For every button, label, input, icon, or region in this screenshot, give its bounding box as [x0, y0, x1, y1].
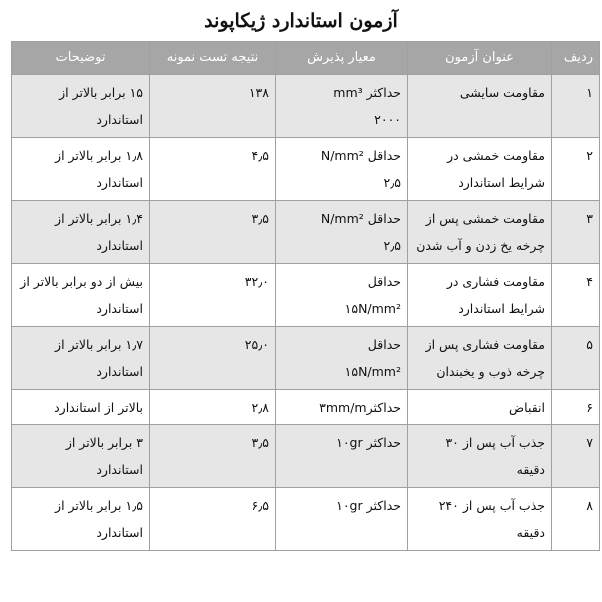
- cell-test-title: مقاومت فشاری پس از چرخه ذوب و یخبندان: [408, 327, 552, 390]
- cell-test-title: جذب آب پس از ۳۰ دقیقه: [408, 425, 552, 488]
- cell-acceptance-criteria: [276, 488, 408, 551]
- cell-sample-result: ۲٫۸: [150, 390, 276, 425]
- cell-row-number: ۷: [552, 425, 600, 488]
- cell-acceptance-criteria: [276, 264, 408, 327]
- cell-test-title: جذب آب پس از ۲۴۰ دقیقه: [408, 488, 552, 551]
- criteria-line-1: حداکثر mm³: [333, 85, 401, 100]
- table-row: [12, 390, 600, 425]
- cell-test-title: مقاومت خمشی در شرایط استاندارد: [408, 138, 552, 201]
- criteria-line-1: حداقل: [367, 274, 401, 289]
- table-row: [12, 425, 600, 488]
- cell-notes: ۱٫۵ برابر بالاتر از استاندارد: [12, 488, 150, 551]
- cell-sample-result: ۲۵٫۰: [150, 327, 276, 390]
- criteria-line-1: حداکثر ۱۰gr: [336, 435, 401, 450]
- header-acceptance-criteria: معیار پذیرش: [276, 42, 408, 75]
- cell-notes: ۱٫۴ برابر بالاتر از استاندارد: [12, 201, 150, 264]
- cell-acceptance-criteria: [276, 425, 408, 488]
- table-row: [12, 201, 600, 264]
- page-title: آزمون استاندارد ژیکاپوند: [204, 10, 398, 32]
- cell-test-title: مقاومت فشاری در شرایط استاندارد: [408, 264, 552, 327]
- cell-row-number: ۶: [552, 390, 600, 425]
- cell-test-title: انقباض: [408, 390, 552, 425]
- cell-sample-result: ۳٫۵: [150, 201, 276, 264]
- table-row: [12, 264, 600, 327]
- cell-test-title: مقاومت خمشی پس از چرخه یخ زدن و آب شدن: [408, 201, 552, 264]
- criteria-line-1: حداکثر۳mm/m: [319, 400, 401, 415]
- criteria-line-2: ۱۵N/mm²: [344, 301, 401, 316]
- cell-sample-result: ۳۲٫۰: [150, 264, 276, 327]
- criteria-line-2: ۲٫۵: [383, 175, 401, 190]
- criteria-line-1: حداقل N/mm²: [320, 211, 401, 226]
- cell-test-title: مقاومت سایشی: [408, 75, 552, 138]
- cell-sample-result: ۱۳۸: [150, 75, 276, 138]
- cell-acceptance-criteria: [276, 390, 408, 425]
- header-row-number: ردیف: [552, 42, 600, 75]
- header-notes: توضیحات: [12, 42, 150, 75]
- criteria-line-1: حداکثر ۱۰gr: [336, 498, 401, 513]
- table-row: [12, 327, 600, 390]
- cell-notes: بالاتر از استاندارد: [12, 390, 150, 425]
- cell-sample-result: ۴٫۵: [150, 138, 276, 201]
- cell-notes: ۱٫۸ برابر بالاتر از استاندارد: [12, 138, 150, 201]
- cell-sample-result: ۶٫۵: [150, 488, 276, 551]
- cell-row-number: ۵: [552, 327, 600, 390]
- cell-sample-result: ۳٫۵: [150, 425, 276, 488]
- header-sample-result: نتیجه تست نمونه: [150, 42, 276, 75]
- cell-notes: ۱۵ برابر بالاتر از استاندارد: [12, 75, 150, 138]
- table-row: [12, 488, 600, 551]
- criteria-line-2: ۲٫۵: [383, 238, 401, 253]
- cell-row-number: ۲: [552, 138, 600, 201]
- cell-row-number: ۴: [552, 264, 600, 327]
- cell-acceptance-criteria: [276, 201, 408, 264]
- cell-row-number: ۱: [552, 75, 600, 138]
- cell-acceptance-criteria: [276, 327, 408, 390]
- cell-notes: بیش از دو برابر بالاتر از استاندارد: [12, 264, 150, 327]
- header-test-title: عنوان آزمون: [408, 42, 552, 75]
- table-header-row: [12, 42, 600, 75]
- criteria-line-1: حداقل: [367, 337, 401, 352]
- cell-notes: ۳ برابر بالاتر از استاندارد: [12, 425, 150, 488]
- standard-test-table: [11, 41, 600, 551]
- criteria-line-2: ۲۰۰۰: [374, 112, 401, 127]
- criteria-line-1: حداقل N/mm²: [320, 148, 401, 163]
- cell-acceptance-criteria: [276, 75, 408, 138]
- cell-row-number: ۸: [552, 488, 600, 551]
- cell-notes: ۱٫۷ برابر بالاتر از استاندارد: [12, 327, 150, 390]
- table-row: [12, 75, 600, 138]
- criteria-line-2: ۱۵N/mm²: [344, 364, 401, 379]
- cell-row-number: ۳: [552, 201, 600, 264]
- cell-acceptance-criteria: [276, 138, 408, 201]
- table-row: [12, 138, 600, 201]
